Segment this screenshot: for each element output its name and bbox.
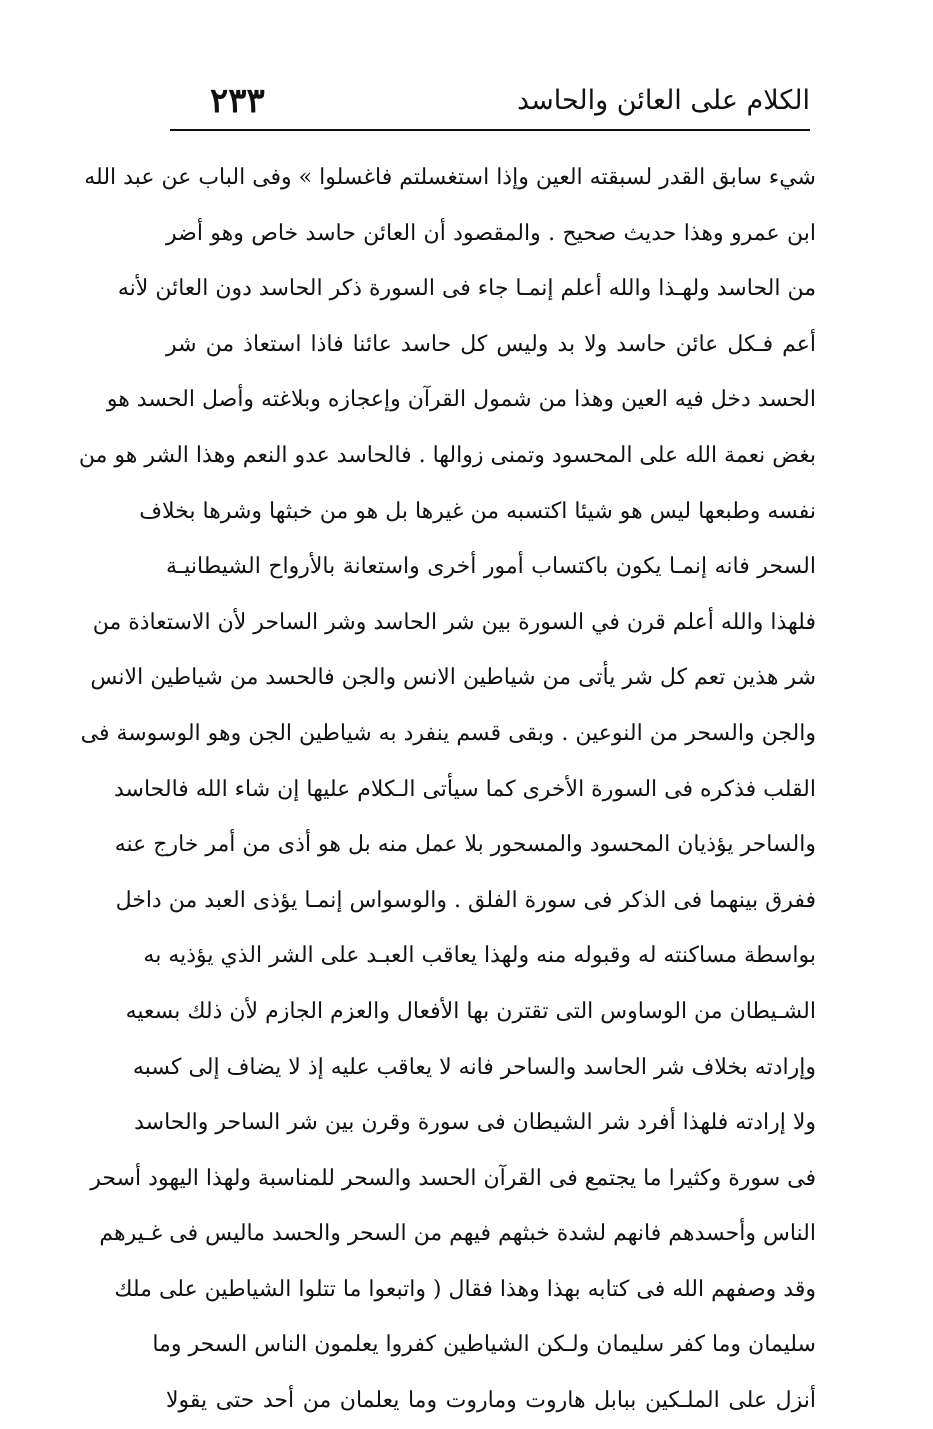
text-line: الحسد دخل فيه العين وهذا من شمول القرآن وإعجازه وبلاغته وأصل الحسد هو <box>106 387 816 413</box>
text-line: ففرق بينهما فى الذكر فى سورة الفلق . والوسواس إنمـا يؤذى العبد من داخل <box>115 887 816 913</box>
text-line: من الحاسد ولهـذا والله أعلم إنمـا جاء فى السورة ذكر الحاسد دون العائن لأنه <box>117 276 816 302</box>
text-line: بغض نعمة الله على المحسود وتمنى زوالها . فالحاسد عدو النعم وهذا الشر هو من <box>78 442 816 468</box>
text-line: ابن عمرو وهذا حديث صحيح . والمقصود أن العائن حاسد خاص وهو أضر <box>166 220 816 246</box>
header-rule <box>170 129 810 131</box>
text-line: السحر فانه إنمـا يكون باكتساب أمور أخرى واستعانة بالأرواح الشيطانيـة <box>166 554 816 580</box>
text-line: فى سورة وكثيرا ما يجتمع فى القرآن الحسد والسحر للمناسبة ولهذا اليهود أسحر <box>90 1165 816 1191</box>
text-line: وإرادته بخلاف شر الحاسد والساحر فانه لا يعاقب عليه إذ لا يضاف إلى كسبه <box>132 1054 816 1080</box>
text-line: والجن والسحر من النوعين . وبقى قسم ينفرد به شياطين الجن وهو الوسوسة فى <box>80 720 816 746</box>
text-line: ولا إرادته فلهذا أفرد شر الشيطان فى سورة وقرن بين شر الساحر والحاسد <box>134 1110 816 1136</box>
text-line: أنزل على الملـكين ببابل هاروت وماروت وما يعلمان من أحد حتى يقولا <box>166 1388 816 1414</box>
text-line: شيء سابق القدر لسبقته العين وإذا استغسلتم فاغسلوا » وفى الباب عن عبد الله <box>84 165 816 190</box>
body-text <box>78 150 816 1429</box>
text-line: القلب فذكره فى السورة الأخرى كما سيأتى الـكلام عليها إن شاء الله فالحاسد <box>113 776 816 802</box>
text-line: أعم فـكل عائن حاسد ولا بد وليس كل حاسد عائنا فاذا استعاذ من شر <box>166 331 816 357</box>
text-line: وقد وصفهم الله فى كتابه بهذا وهذا فقال ( واتبعوا ما تتلوا الشياطين على ملك <box>114 1276 816 1302</box>
page-header <box>170 78 810 128</box>
text-line: فلهذا والله أعلم قرن في السورة بين شر الحاسد وشر الساحر لأن الاستعاذة من <box>92 609 816 635</box>
running-title: الكلام على العائن والحاسد <box>516 85 810 116</box>
text-line: الشـيطان من الوساوس التى تقترن بها الأفعال والعزم الجازم لأن ذلك بسعيه <box>125 998 816 1024</box>
text-line: بواسطة مساكنته له وقبوله منه ولهذا يعاقب العبـد على الشر الذي يؤذيه به <box>143 943 816 969</box>
text-line: شر هذين تعم كل شر يأتى من شياطين الانس والجن فالحسد من شياطين الانس <box>90 665 816 691</box>
page-number: ٢٣٣ <box>210 81 265 121</box>
text-line: سليمان وما كفر سليمان ولـكن الشياطين كفروا يعلمون الناس السحر وما <box>152 1332 816 1358</box>
text-line: نفسه وطبعها ليس هو شيئا اكتسبه من غيرها بل هو من خبثها وشرها بخلاف <box>139 498 816 524</box>
text-line: والساحر يؤذيان المحسود والمسحور بلا عمل منه بل هو أذى من أمر خارج عنه <box>114 832 816 858</box>
text-line: الناس وأحسدهم فانهم لشدة خبثهم فيهم من السحر والحسد ماليس فى غـيرهم <box>99 1221 816 1247</box>
